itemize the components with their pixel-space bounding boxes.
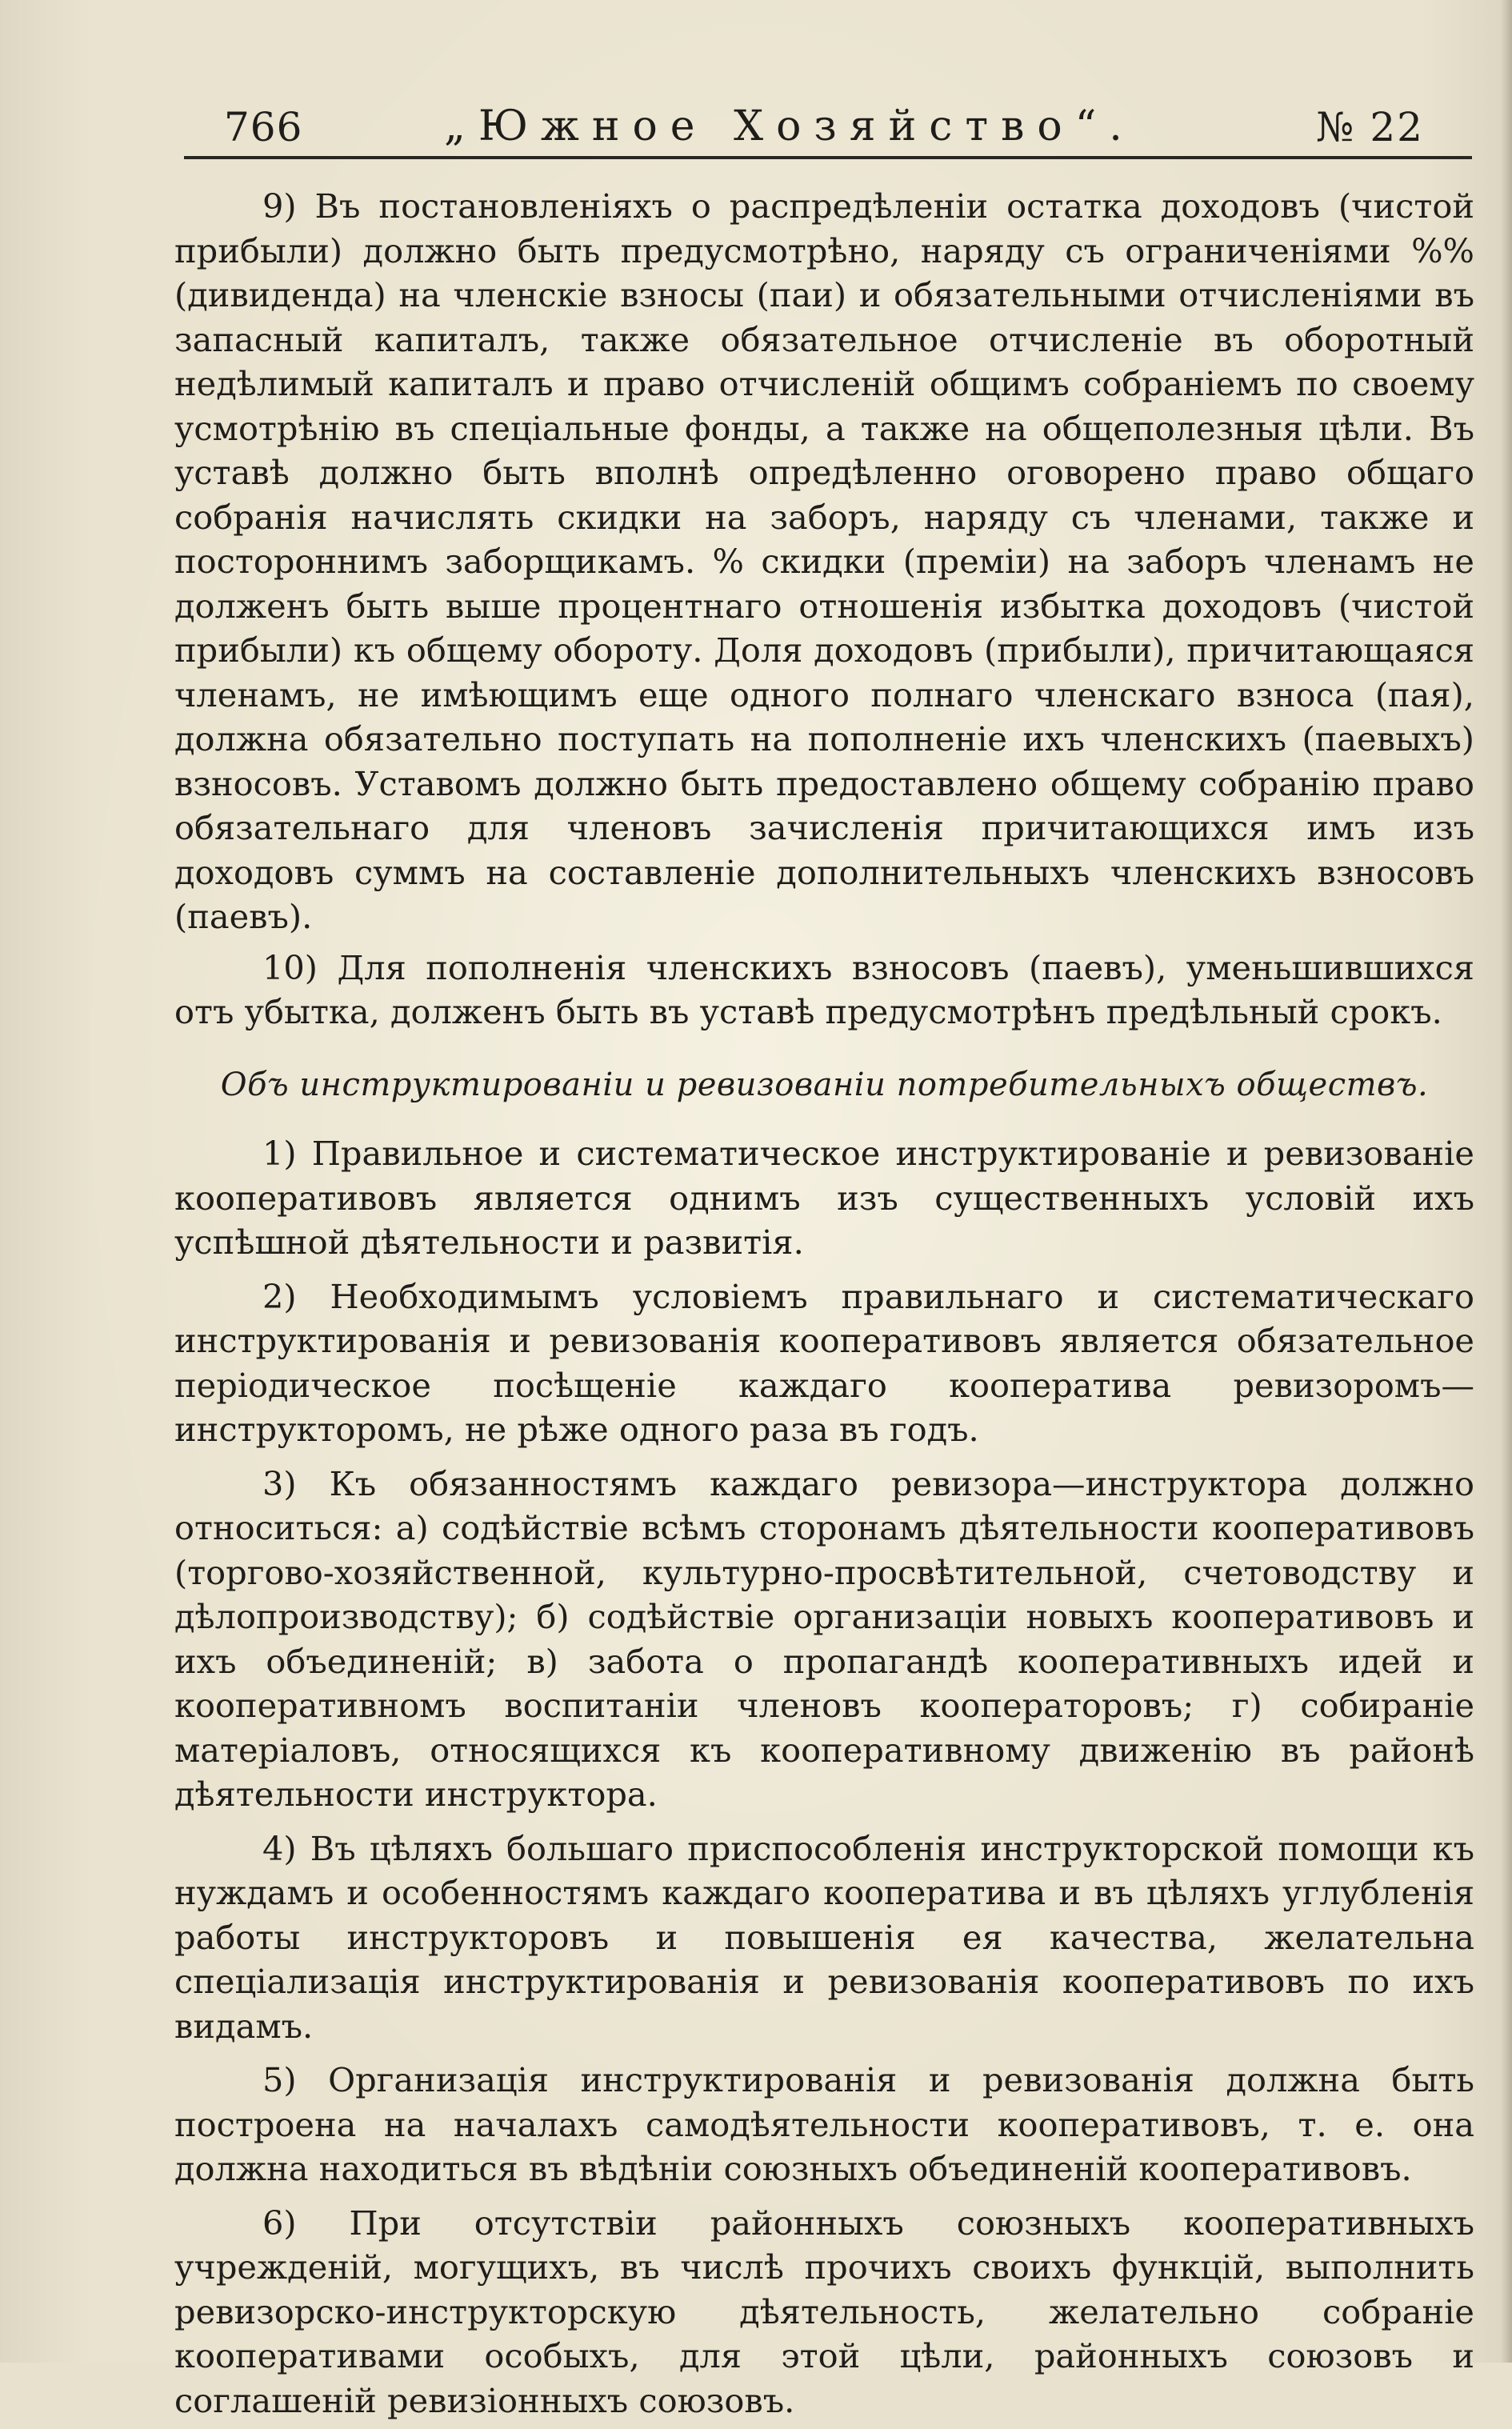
page-edge-shadow (1501, 0, 1512, 2363)
page-number: 766 (224, 104, 303, 150)
journal-title: „Южное Хозяйство“. (444, 102, 1135, 150)
running-header (184, 102, 1472, 158)
section-heading: Объ инструктированіи и ревизованіи потребительныхъ обществъ. (220, 1066, 1429, 1103)
header-rule (184, 156, 1472, 159)
paragraph-10: 10) Для пополненія членскихъ взносовъ (паевъ), уменьшившихся отъ убытка, долженъ быть въ уставѣ предусмотрѣнъ предѣльный срокъ. (174, 947, 1474, 1031)
paragraph-6: 6) При отсутствіи районныхъ союзныхъ кооперативныхъ учрежденій, могущихъ, въ числѣ прочихъ своихъ функцій, выполнить ревизорско-инструкторскую дѣятельность, желательно собраніе кооперативами особыхъ, для этой цѣли, районныхъ союзовъ и соглашеній ревизіонныхъ союзовъ. (174, 2203, 1474, 2420)
paragraph-4: 4) Въ цѣляхъ большаго приспособленія инструкторской помощи къ нуждамъ и особенностямъ каждаго кооператива и въ цѣляхъ углубленія работы инструкторовъ и повышенія ея качества, желательна спеціализація инструктированія и ревизованія кооперативовъ по ихъ видамъ. (174, 1828, 1474, 2046)
paragraph-5: 5) Организація инструктированія и ревизованія должна быть построена на началахъ самодѣятельности кооперативовъ, т. е. она должна находиться въ вѣдѣніи союзныхъ объединеній кооперативовъ. (174, 2060, 1474, 2188)
paragraph-3: 3) Къ обязанностямъ каждаго ревизора—инструктора должно относиться: а) содѣйствіе всѣмъ сторонамъ дѣятельности кооперативовъ (торгово-хозяйственной, культурно-просвѣтительной, счетоводству и дѣлопроизводству); б) содѣйствіе организаціи новыхъ кооперативовъ и ихъ объединеній; в) забота о пропагандѣ кооперативныхъ идей и кооперативномъ воспитаніи членовъ кооператоровъ; г) собираніе матеріаловъ, относящихся къ кооперативному движенію въ районѣ дѣятельности инструктора. (174, 1463, 1474, 1814)
issue-number: № 22 (1316, 104, 1424, 150)
article-body (174, 184, 1474, 2429)
paragraph-2: 2) Необходимымъ условіемъ правильнаго и систематическаго инструктированія и ревизованія кооперативовъ является обязательное періодическое посѣщеніе каждаго кооператива ревизоромъ—инструкторомъ, не рѣже одного раза въ годъ. (174, 1276, 1474, 1449)
paragraph-9: 9) Въ постановленіяхъ о распредѣленіи остатка доходовъ (чистой прибыли) должно быть предусмотрѣно, наряду съ ограниченіями %% (дивиденда) на членскіе взносы (паи) и обязательными отчисленіями въ запасный капиталъ, также обязательное отчисленіе въ оборотный недѣлимый капиталъ и право отчисленій общимъ собраніемъ по своему усмотрѣнію въ спеціальные фонды, а также на общеполезныя цѣли. Въ уставѣ должно быть вполнѣ опредѣленно оговорено право общаго собранія начислять скидки на заборъ, наряду съ членами, также и постороннимъ заборщикамъ. % скидки (преміи) на заборъ членамъ не долженъ быть выше процентнаго отношенія избытка доходовъ (чистой прибыли) къ общему обороту. Доля доходовъ (прибыли), причитающаяся членамъ, не имѣющимъ еще одного полнаго членскаго взноса (пая), должна обязательно поступать на пополненіе ихъ членскихъ (паевыхъ) взносовъ. Уставомъ должно быть предоставлено общему собранію право обязательнаго для членовъ зачисленія причитающихся имъ изъ доходовъ суммъ на составленіе дополнительныхъ членскихъ взносовъ (паевъ). (174, 186, 1474, 936)
paragraph-1: 1) Правильное и систематическое инструктированіе и ревизованіе кооперативовъ является однимъ изъ существенныхъ условій ихъ успѣшной дѣятельности и развитія. (174, 1134, 1474, 1262)
